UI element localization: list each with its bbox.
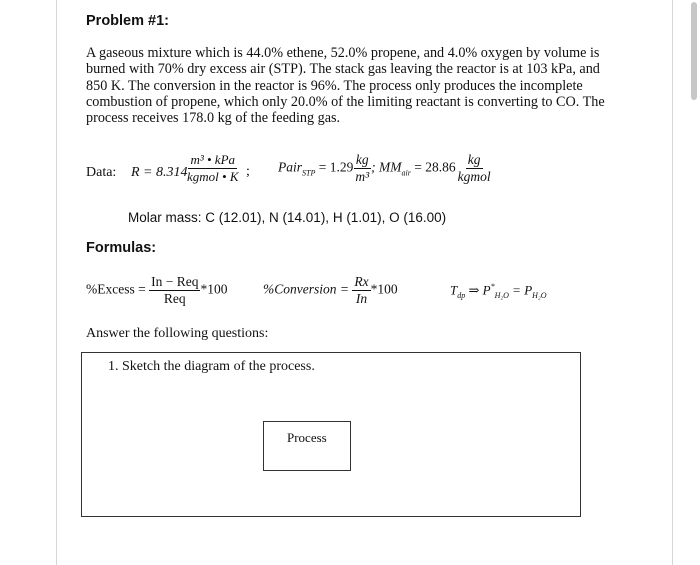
problem-statement <box>86 45 621 126</box>
answer-prompt: Answer the following questions: <box>86 326 269 341</box>
problem-line: burned with 70% dry excess air (STP). The stack gas leaving the reactor is at 103 kPa, and <box>86 61 600 78</box>
pair-sub: STP <box>302 168 316 178</box>
conv-tail: *100 <box>370 281 398 297</box>
dew-point-formula <box>450 282 546 300</box>
gas-constant <box>131 165 188 181</box>
mm-text: ; MM <box>371 159 402 175</box>
dew-P2-sub: H₂O <box>532 290 547 300</box>
mm-value: = 28.86 <box>410 159 456 175</box>
process-box <box>263 421 351 471</box>
problem-line: A gaseous mixture which is 44.0% ethene, 52.0% propene, and 4.0% oxygen by volume is <box>86 45 600 61</box>
excess-tail: *100 <box>200 281 228 297</box>
dew-eq: = P <box>508 282 533 298</box>
gas-constant-num: m³ • kPa <box>190 152 236 167</box>
gas-constant-units <box>185 152 241 185</box>
conv-lhs: %Conversion = <box>263 281 349 297</box>
problem-line: combustion of propene, which only 20.0% of the limiting reactant is converting to CO. The <box>86 93 605 110</box>
problem-title: Problem #1: <box>86 13 169 29</box>
mm-sub: air <box>401 168 411 178</box>
problem-line: 850 K. The conversion in the reactor is 96%. The process only produces the incomplete <box>86 77 583 94</box>
conversion-formula <box>263 274 398 307</box>
gas-constant-lhs: R = 8.314 <box>131 165 188 180</box>
pair-num: kg <box>355 152 369 167</box>
conv-den: In <box>355 291 368 306</box>
dew-P1-sub: H₂O <box>494 290 509 300</box>
pair-value: = 1.29 <box>315 159 354 175</box>
gas-constant-den: kgmol • K <box>187 169 239 184</box>
formulas-title: Formulas: <box>86 240 157 256</box>
dew-T-sub: dp <box>457 290 466 300</box>
scrollbar[interactable] <box>691 2 697 100</box>
excess-formula <box>86 274 227 307</box>
dew-P1-sup: * <box>490 282 495 291</box>
excess-den: Req <box>163 291 186 306</box>
excess-num: In − Req <box>151 274 199 289</box>
mm-num: kg <box>467 152 481 167</box>
excess-lhs: %Excess = <box>86 281 146 297</box>
data-label: Data: <box>86 165 117 180</box>
dew-T: T <box>450 282 458 298</box>
mm-den: kgmol <box>457 169 491 184</box>
problem-line: process receives 178.0 kg of the feeding gas. <box>86 110 341 127</box>
air-density <box>278 152 493 185</box>
process-label: Process <box>287 430 327 445</box>
question-1: 1. Sketch the diagram of the process. <box>108 359 315 374</box>
dew-arrow: ⇒ P <box>465 282 491 298</box>
pair-label: Pair <box>278 159 303 175</box>
separator: ; <box>246 164 250 179</box>
molar-mass: Molar mass: C (12.01), N (14.01), H (1.01), O (16.00) <box>128 210 447 225</box>
conv-num: Rx <box>354 274 369 289</box>
pair-den: m³ <box>355 169 370 184</box>
